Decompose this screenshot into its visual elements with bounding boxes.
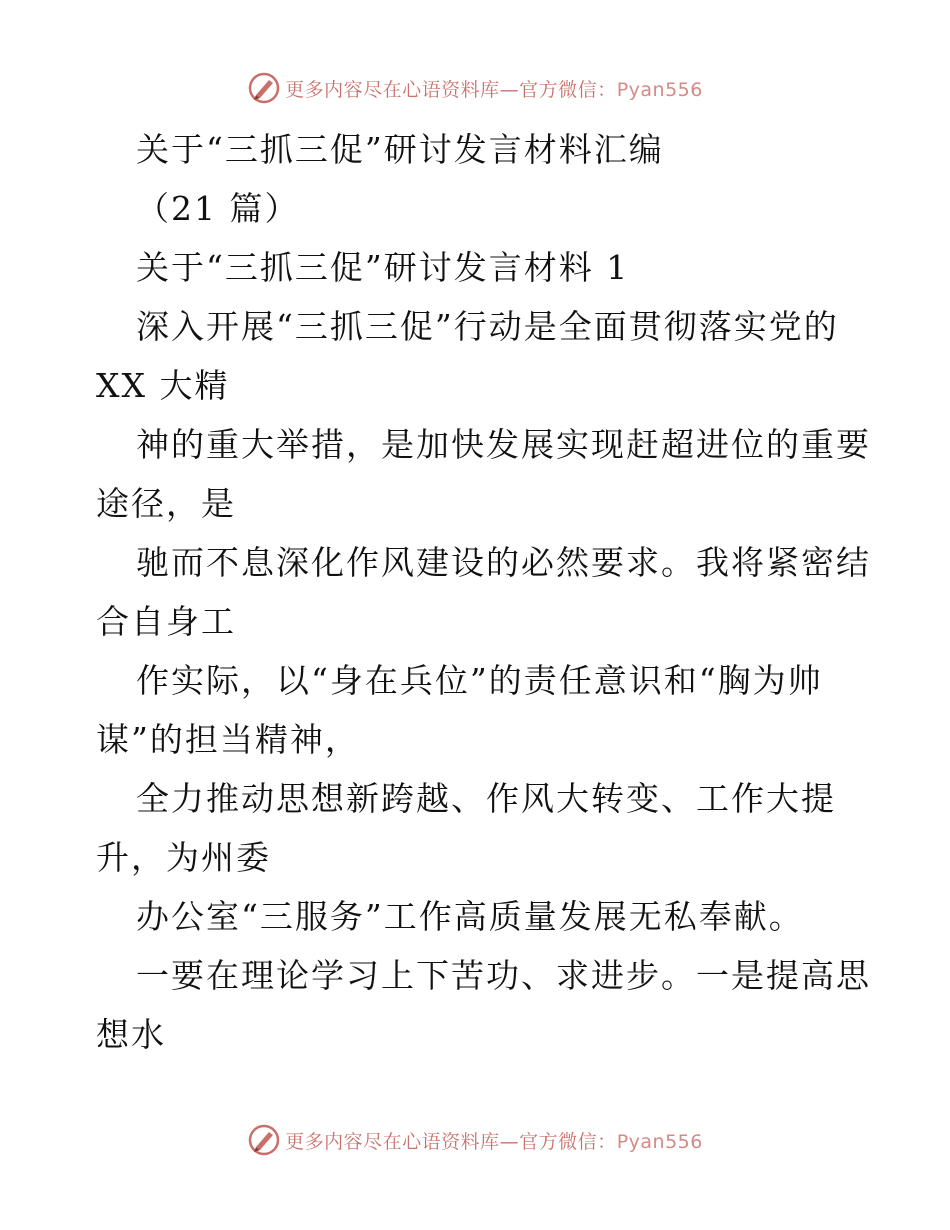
doc-title: 关于“三抓三促”研讨发言材料汇编 (136, 130, 664, 169)
paragraph-line: 驰而不息深化作风建设的必然要求。我将紧密结 (136, 543, 871, 582)
doc-count: （21 篇） (136, 189, 300, 228)
pen-logo-icon (247, 71, 281, 105)
watermark-banner-top (0, 68, 950, 108)
paragraph-line: 途径，是 (96, 484, 236, 523)
paragraph-line: 作实际，以“身在兵位”的责任意识和“胸为帅 (136, 661, 823, 700)
paragraph-line: XX 大精 (96, 366, 230, 405)
paragraph-line: 想水 (96, 1015, 166, 1054)
paragraph-line: 合自身工 (96, 602, 236, 641)
paragraph-line: 一要在理论学习上下苦功、求进步。一是提高思 (136, 956, 871, 995)
paragraph-line: 升，为州委 (96, 838, 271, 877)
watermark-text: 更多内容尽在心语资料库—官方微信：Pyan556 (285, 78, 703, 101)
paragraph-line: 神的重大举措，是加快发展实现赶超进位的重要 (136, 425, 871, 464)
watermark-text: 更多内容尽在心语资料库—官方微信：Pyan556 (285, 1130, 703, 1153)
document-body (96, 120, 871, 1064)
section-heading: 关于“三抓三促”研讨发言材料 1 (136, 248, 630, 287)
pen-logo-icon (247, 1123, 281, 1157)
paragraph-line: 办公室“三服务”工作高质量发展无私奉献。 (136, 897, 804, 936)
watermark-banner-bottom (0, 1120, 950, 1160)
paragraph-line: 全力推动思想新跨越、作风大转变、工作大提 (136, 779, 836, 818)
paragraph-line: 谋”的担当精神， (96, 720, 360, 759)
paragraph-line: 深入开展“三抓三促”行动是全面贯彻落实党的 (136, 307, 839, 346)
